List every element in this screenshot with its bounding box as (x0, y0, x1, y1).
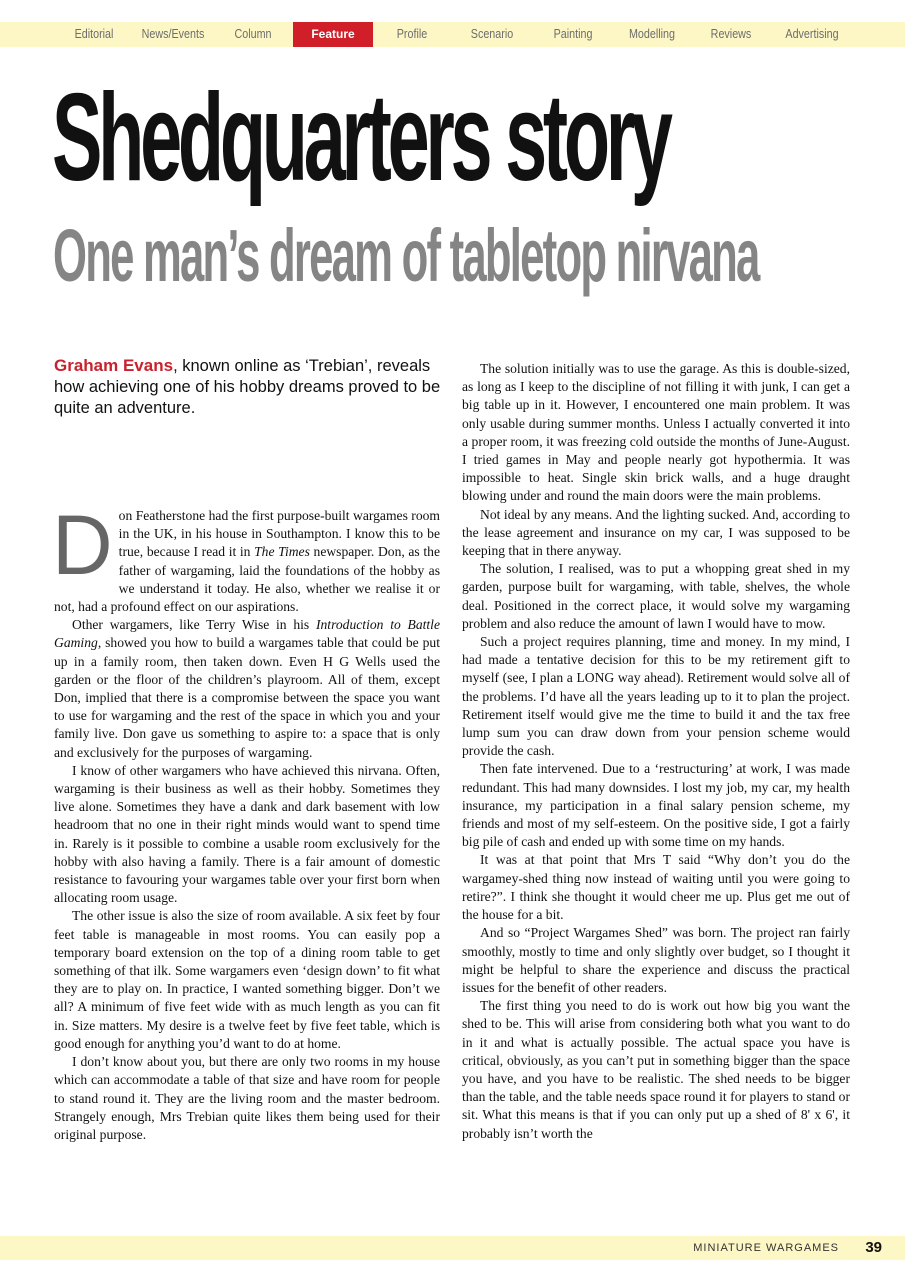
body-paragraph: I know of other wargamers who have achieved this nirvana. Often, wargaming is their business as well as their hobby. Sometimes they live alone. Sometimes they have a dank and dark basement with low headroom that no one in their right minds would want to spend time in. Rarely is it possible to combine a usable room exclusively for the hobby with also having a family. There is a fair amount of domestic resistance to favouring your wargames table over your first born when allocating room usage. (54, 762, 440, 906)
nav-item-column[interactable]: Column (234, 27, 272, 41)
body-paragraph: Other wargamers, like Terry Wise in his Introduction to Battle Gaming, showed you how to build a wargames table that could be put up in a family room, then taken down. Even H G Wells used the garden or the floor of the children’s playroom. All of them, except Don, implied that there is a compromise between the space you want to use for wargaming and the rest of the space in which you and your family live. Don gave us something to aspire to: a space that is only and exclusively for the purposes of wargaming. (54, 617, 440, 760)
author-name: Graham Evans (54, 356, 174, 375)
nav-item-news-events[interactable]: News/Events (141, 27, 205, 41)
standfirst (54, 355, 444, 419)
body-paragraph: Then fate intervened. Due to a ‘restructuring’ at work, I was made redundant. This had many downsides. I lost my job, my car, my health insurance, my participation in a final salary pension scheme, my friends and most of my self-esteem. On the positive side, I got a fairly big pile of cash and ended up with some time on my hands. (462, 761, 850, 850)
nav-item-advertising[interactable]: Advertising (785, 27, 839, 41)
page-footer (0, 1236, 905, 1260)
nav-item-feature[interactable]: Feature (293, 22, 373, 47)
nav-item-profile[interactable]: Profile (396, 27, 428, 41)
body-paragraph: Don Featherstone had the first purpose-built wargames room in the UK, in his house in Southampton. I know this to be true, because I read it in The Times newspaper. Don, as the father of wargaming, laid the foundations of the hobby as we understand it today. He also, whether we realise it or not, had a profound effect on our aspirations. (52, 498, 440, 615)
body-paragraph: The solution, I realised, was to put a whopping great shed in my garden, purpose built for wargaming, with table, shelves, the whole deal. Positioned in the correct place, it would solve my wargaming problem and also reduce the amount of lawn I would have to mow. (462, 561, 850, 631)
nav-item-editorial[interactable]: Editorial (74, 27, 114, 41)
body-paragraph: Such a project requires planning, time and money. In my mind, I had made a tentative decision for this to be my retirement gift to myself (see, I plan a LONG way ahead). Retirement would solve all of the problems. I’d have all the years leading up to it to plan the project. Retirement itself would give me the time to build it and the tax free lump sum you can draw down from your pension scheme would provide the cash. (462, 634, 850, 759)
nav-item-painting[interactable]: Painting (553, 27, 593, 41)
standfirst-text: , known online as ‘Trebian’, reveals how achieving one of his hobby dreams proved to be quite an adventure. (54, 357, 441, 417)
body-column-right (462, 360, 850, 1143)
article-subtitle: One man’s dream of tabletop nirvana (53, 214, 759, 297)
body-paragraph: Not ideal by any means. And the lighting sucked. And, according to the lease agreement and insurance on my car, I was supposed to be keeping that in there anyway. (462, 506, 850, 559)
page-number: 39 (865, 1239, 882, 1256)
nav-item-reviews[interactable]: Reviews (710, 27, 752, 41)
body-paragraph: The first thing you need to do is work out how big you want the shed to be. This will arise from considering both what you want to do in it and what is actually possible. The actual space you have is critical, obviously, as you can’t put in something bigger than the space you have, and you have to be realistic. The shed needs to be bigger than the table, and the table needs space round it for players to stand or sit. What this means is that if you can only put up a shed of 8' x 6', it probably isn’t worth the (462, 998, 850, 1141)
body-column-left (52, 498, 440, 1144)
body-paragraph: The solution initially was to use the garage. As this is double-sized, as long as I keep to the discipline of not filling it with junk, I can get a big table up in it. However, I encountered one main problem. It was only usable during summer months. Unless I actually converted it into a proper room, it was freezing cold outside the months of June-August. I tried games in May and people nearly got hypothermia. It was impossible to heat. Single skin brick walls, and a huge draught blowing under and round the main doors were the main problems. (462, 361, 850, 504)
nav-item-scenario[interactable]: Scenario (470, 27, 514, 41)
article-title: Shedquarters story (52, 69, 669, 207)
section-nav-bar (0, 22, 905, 47)
nav-item-modelling[interactable]: Modelling (628, 27, 676, 41)
drop-cap: D (52, 498, 113, 592)
body-paragraph: The other issue is also the size of room available. A six feet by four feet table is manageable in most rooms. You can easily pop a temporary board extension on the top of a dining room table to get something of that ilk. Some wargamers even ‘design down’ to fit what they are to play on. In practice, I wanted something bigger. Don’t we all? A minimum of five feet wide with as much length as you can fit in. Size matters. My desire is a twelve feet by five feet table, which is good enough for anything you’d want to do at home. (54, 908, 440, 1051)
body-paragraph: I don’t know about you, but there are only two rooms in my house which can accommodate a table of that size and have room for people to stand round it. They are the living room and the master bedroom. Strangely enough, Mrs Trebian quite likes them being used for their original purpose. (54, 1054, 440, 1142)
body-paragraph: And so “Project Wargames Shed” was born. The project ran fairly smoothly, mostly to time and only slightly over budget, so I thought it might be helpful to share the experience and discuss the practical issues for the benefit of other readers. (462, 925, 850, 995)
body-paragraph: It was at that point that Mrs T said “Why don’t you do the wargamey-shed thing now instead of waiting until you were going to retire?”. I think she thought it would cheer me up. Plus get me out of the house for a bit. (462, 852, 850, 923)
magazine-name: MINIATURE WARGAMES (693, 1242, 839, 1254)
